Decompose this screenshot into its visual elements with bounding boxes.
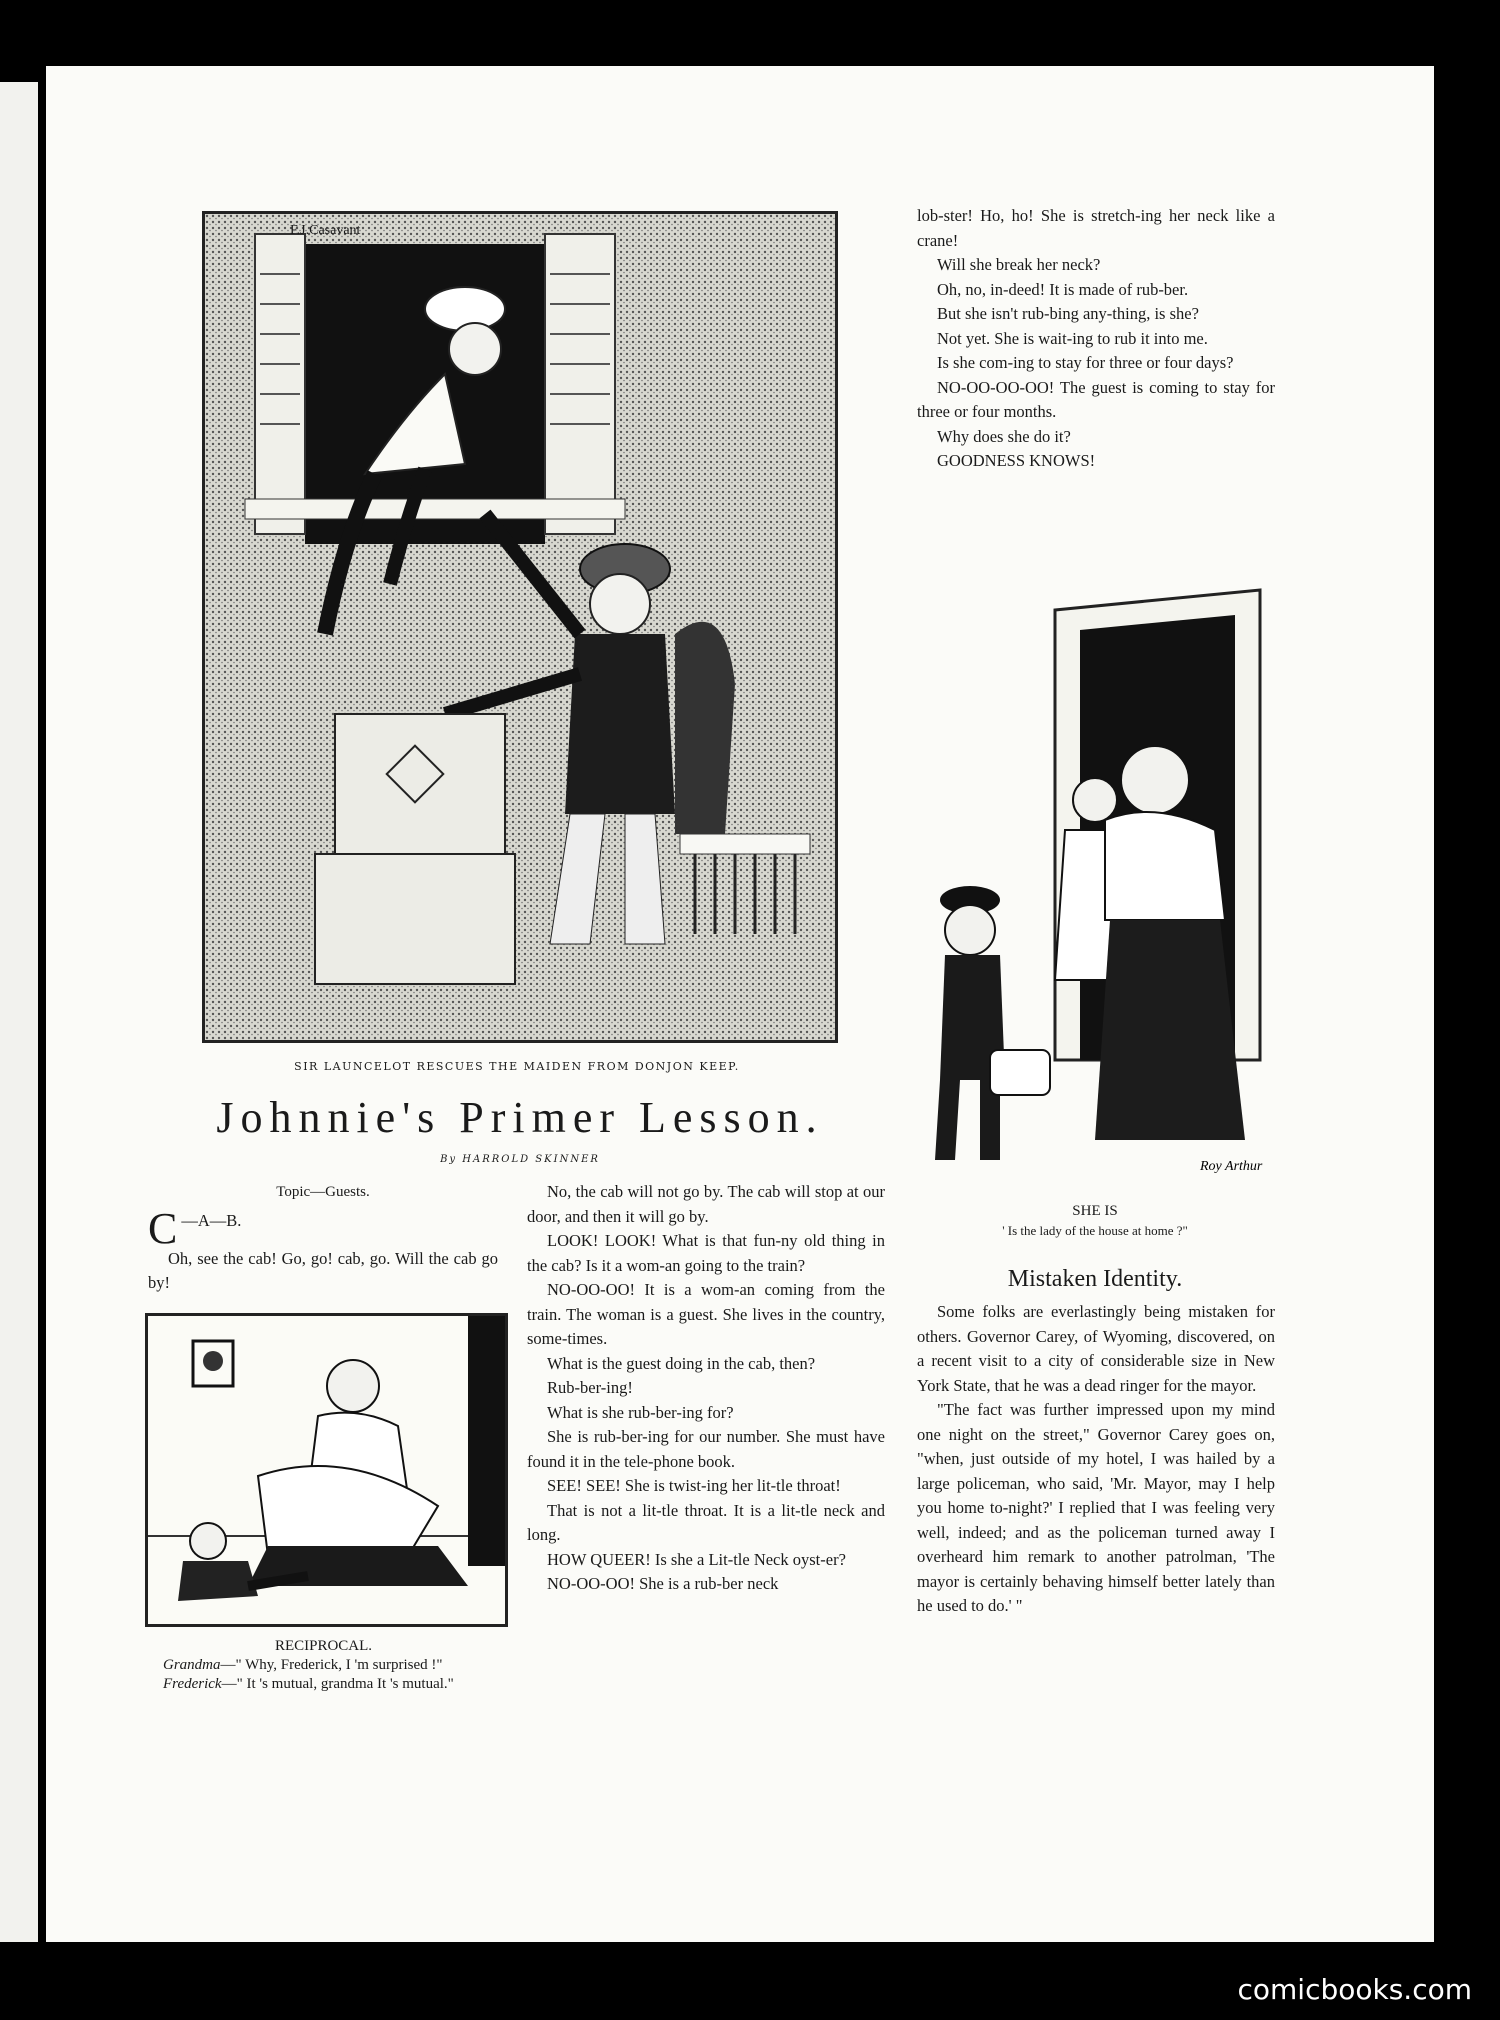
she-is-illustration: [915, 580, 1275, 1185]
cab-letters: —A—B.: [181, 1210, 242, 1230]
frederick-line: —" It 's mutual, grandma It 's mutual.": [221, 1676, 454, 1692]
reciprocal-illustration: [145, 1313, 508, 1627]
column-3-paragraph: Will she break her neck?: [937, 255, 1101, 274]
column-2-paragraph: NO-OO-OO! It is a wom-an coming from the train. The woman is a guest. She lives in the country, some-times.: [527, 1280, 885, 1348]
column-2-paragraph: No, the cab will not go by. The cab will stop at our door, and then it will go by.: [527, 1182, 885, 1226]
site-watermark: comicbooks.com: [1237, 1973, 1472, 2006]
mistaken-identity-paragraph: "The fact was further impressed upon my mind one night on the street," Governor Carey goes on, "when, just outside of my hotel, I was hailed by a large policeman, who said, 'Mr. Mayor, may I help you home to-night?' I replied that I was feeling very well, indeed; and as the policeman turned away I overheard him remark to another patrolman, 'The mayor is certainly behaving himself better lately than he used to do.' ": [917, 1400, 1275, 1615]
column-2-paragraph: What is the guest doing in the cab, then?: [547, 1353, 816, 1373]
article-byline: By HARROLD SKINNER: [440, 1154, 600, 1165]
column-2-paragraph: NO-OO-OO! She is a rub-ber neck: [547, 1574, 779, 1593]
left-page-edge: [0, 82, 38, 1942]
column-2-paragraph: Rub-ber-ing!: [547, 1378, 633, 1397]
main-illustration-caption: SIR LAUNCELOT RESCUES THE MAIDEN FROM DONJON KEEP.: [294, 1060, 740, 1073]
column-1-text: Oh, see the cab! Go, go! cab, go. Will the cab go by!: [148, 1248, 498, 1292]
column-3-paragraph: Not yet. She is wait-ing to rub it into me.: [937, 328, 1208, 348]
column-3-paragraph: Is she com-ing to stay for three or four days?: [937, 353, 1234, 372]
column-3-paragraph: Why does she do it?: [937, 426, 1071, 446]
column-2-paragraph: That is not a lit-tle throat. It is a lit-tle neck and long.: [527, 1500, 885, 1544]
grandma-line: —" Why, Frederick, I 'm surprised !": [220, 1657, 443, 1673]
she-is-title: SHE IS: [1072, 1203, 1118, 1219]
column-2-paragraph: LOOK! LOOK! What is that fun-ny old thing in the cab? Is it a wom-an going to the train?: [527, 1231, 885, 1275]
illustration-signature: F.J.Casavant: [290, 223, 361, 238]
grandma-speaker: Grandma: [163, 1657, 221, 1673]
column-2-paragraph: SEE! SEE! She is twist-ing her lit-tle throat!: [547, 1476, 841, 1495]
reciprocal-title: RECIPROCAL.: [274, 1638, 373, 1654]
she-is-subtitle: ' Is the lady of the house at home ?": [1002, 1223, 1188, 1238]
main-illustration: [202, 211, 838, 1043]
dropcap-letter: C: [148, 1203, 178, 1253]
she-is-caption: [915, 1202, 1275, 1240]
column-3-paragraph: GOODNESS KNOWS!: [937, 451, 1096, 470]
she-is-signature: Roy Arthur: [1200, 1159, 1263, 1174]
article-column-1: [148, 1180, 498, 1296]
frederick-speaker: Frederick: [163, 1676, 222, 1692]
article-title: Johnnie's Primer Lesson.: [216, 1093, 824, 1142]
topic-heading: Topic—Guests.: [276, 1184, 370, 1200]
column-3-paragraph: NO-OO-OO-OO! The guest is coming to stay for three or four months.: [917, 377, 1275, 421]
column-2-paragraph: She is rub-ber-ing for our number. She must have found it in the tele-phone book.: [527, 1427, 885, 1471]
column-3-paragraph: Oh, no, in-deed! It is made of rub-ber.: [937, 279, 1189, 299]
column-3-paragraph: But she isn't rub-bing any-thing, is she?: [937, 304, 1199, 323]
column-2-paragraph: HOW QUEER! Is she a Lit-tle Neck oyst-er?: [547, 1549, 846, 1569]
column-2-paragraph: What is she rub-ber-ing for?: [547, 1402, 734, 1422]
article-column-2: [527, 1180, 885, 1597]
column-3-paragraph: lob-ster! Ho, ho! She is stretch-ing her neck like a crane!: [917, 206, 1275, 250]
mistaken-identity-title: Mistaken Identity.: [1007, 1266, 1183, 1292]
article-column-3: [917, 204, 1275, 474]
mistaken-identity-paragraph: Some folks are everlastingly being mistaken for others. Governor Carey, of Wyoming, discovered, on a recent visit to a city of considerable size in New York State, that he was a dead ringer for the mayor.: [917, 1302, 1275, 1395]
mistaken-identity-text: [917, 1300, 1275, 1619]
reciprocal-block: [145, 1637, 502, 1694]
